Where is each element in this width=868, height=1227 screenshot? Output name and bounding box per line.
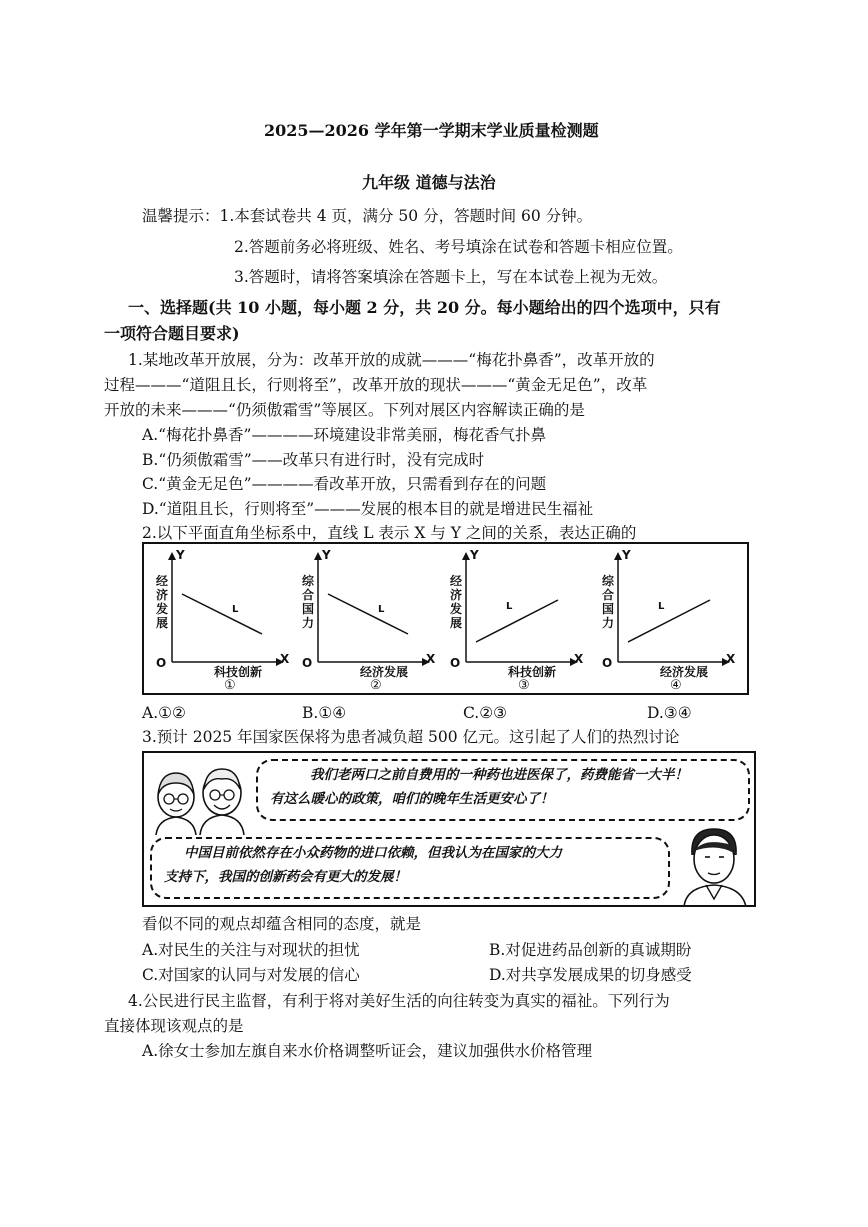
q3-option-c: C.对国家的认同与对发展的信心 (142, 966, 360, 984)
chart-4 (594, 544, 744, 694)
chart-2-xlabel: 经济发展 (360, 665, 409, 679)
q3-after-text: 看似不同的观点却蕴含相同的态度，就是 (142, 915, 422, 933)
q4-stem-1: 4.公民进行民主监督，有利于将对美好生活的向往转变为真实的福祉。下列行为 (128, 992, 670, 1010)
chart-1-line-l (182, 594, 262, 634)
chart-2-line-label: L (378, 604, 385, 615)
chart-1 (148, 544, 298, 694)
q4-option-a: A.徐女士参加左旗自来水价格调整听证会，建议加强供水价格管理 (142, 1042, 593, 1060)
q4-stem-2: 直接体现该观点的是 (104, 1017, 244, 1035)
elderly-couple-illustration (146, 755, 256, 835)
speech-bubble-elderly (256, 759, 750, 821)
section-heading-cont: 一项符合题目要求) (104, 324, 240, 343)
chart-1-x-letter: X (280, 652, 290, 666)
chart-2-x-letter: X (426, 652, 436, 666)
chart-3-y-letter: Y (470, 548, 479, 562)
speech-bubble-young-man (150, 837, 670, 899)
bubble-young-man-line-1: 中国目前依然存在小众药物的进口依赖，但我认为在国家的大力 (184, 845, 562, 861)
charts-frame (142, 542, 749, 695)
q2-option-a: A.①② (142, 704, 186, 722)
chart-4-line-label: L (658, 601, 665, 612)
chart-4-y-letter: Y (622, 548, 631, 562)
q2-stem: 2.以下平面直角坐标系中，直线 L 表示 X 与 Y 之间的关系，表达正确的 (142, 524, 637, 542)
chart-1-number: ① (224, 678, 236, 693)
q2-option-d: D.③④ (647, 704, 692, 722)
q3-option-a: A.对民生的关注与对现状的担忧 (142, 941, 360, 959)
chart-1-origin: O (156, 656, 167, 670)
exam-title: 2025—2026 学年第一学期末学业质量检测题 (264, 121, 599, 140)
chart-2-number: ② (370, 678, 382, 693)
chart-4-ylabel: 综合国力 (601, 574, 614, 630)
chart-1-line-label: L (232, 604, 239, 615)
q3-option-d: D.对共享发展成果的切身感受 (489, 966, 692, 984)
chart-4-origin: O (602, 656, 613, 670)
q1-option-b: B.“仍须傲霜雪”——改革只有进行时，没有完成时 (142, 451, 485, 469)
q1-stem-3: 开放的未来———“仍须傲霜雪”等展区。下列对展区内容解读正确的是 (104, 401, 585, 419)
chart-2-ylabel: 综合国力 (301, 574, 314, 630)
chart-4-x-letter: X (726, 652, 736, 666)
young-man-illustration (676, 821, 752, 907)
chart-4-xlabel: 经济发展 (660, 665, 709, 679)
chart-3-origin: O (450, 656, 461, 670)
chart-1-y-letter: Y (176, 548, 185, 562)
exam-subtitle: 九年级 道德与法治 (362, 173, 496, 192)
comic-frame (142, 751, 756, 907)
chart-3-line-label: L (506, 601, 513, 612)
chart-3-x-letter: X (574, 652, 584, 666)
q3-option-b: B.对促进药品创新的真诚期盼 (489, 941, 692, 959)
chart-1-xlabel: 科技创新 (214, 665, 263, 679)
chart-4-line-l (628, 600, 710, 642)
q1-stem-2: 过程———“道阻且长，行则将至”，改革开放的现状———“黄金无足色”，改革 (104, 376, 648, 394)
bubble-elderly-line-1: 我们老两口之前自费用的一种药也进医保了，药费能省一大半！ (310, 767, 688, 783)
q1-option-d: D.“道阻且长，行则将至”———发展的根本目的就是增进民生福祉 (142, 500, 594, 518)
q2-option-c: C.②③ (463, 704, 508, 722)
chart-4-number: ④ (670, 678, 682, 693)
bubble-elderly-line-2: 有这么暖心的政策，咱们的晚年生活更安心了！ (270, 791, 554, 807)
chart-2-y-letter: Y (322, 548, 331, 562)
note-1: 温馨提示：1.本套试卷共 4 页，满分 50 分，答题时间 60 分钟。 (142, 207, 593, 225)
bubble-young-man-line-2: 支持下，我国的创新药会有更大的发展！ (164, 869, 407, 885)
section-heading: 一、选择题(共 10 小题，每小题 2 分，共 20 分。每小题给出的四个选项中，只有 (128, 298, 721, 317)
q1-option-a: A.“梅花扑鼻香”————环境建设非常美丽，梅花香气扑鼻 (142, 426, 546, 444)
chart-2-origin: O (302, 656, 313, 670)
note-3: 3.答题时，请将答案填涂在答题卡上，写在本试卷上视为无效。 (234, 268, 668, 286)
chart-3-number: ③ (518, 678, 530, 693)
note-2: 2.答题前务必将班级、姓名、考号填涂在试卷和答题卡相应位置。 (234, 238, 683, 256)
q3-stem: 3.预计 2025 年国家医保将为患者减负超 500 亿元。这引起了人们的热烈讨论 (142, 728, 680, 746)
q1-stem-1: 1.某地改革开放展，分为：改革开放的成就———“梅花扑鼻香”，改革开放的 (128, 351, 655, 369)
q2-option-b: B.①④ (302, 704, 347, 722)
chart-2 (294, 544, 444, 694)
chart-3-ylabel: 经济发展 (449, 574, 462, 630)
chart-3-xlabel: 科技创新 (508, 665, 557, 679)
chart-3 (442, 544, 592, 694)
chart-2-line-l (328, 594, 408, 634)
q1-option-c: C.“黄金无足色”————看改革开放，只需看到存在的问题 (142, 475, 547, 493)
chart-1-ylabel: 经济发展 (155, 574, 168, 630)
chart-3-line-l (476, 600, 558, 642)
